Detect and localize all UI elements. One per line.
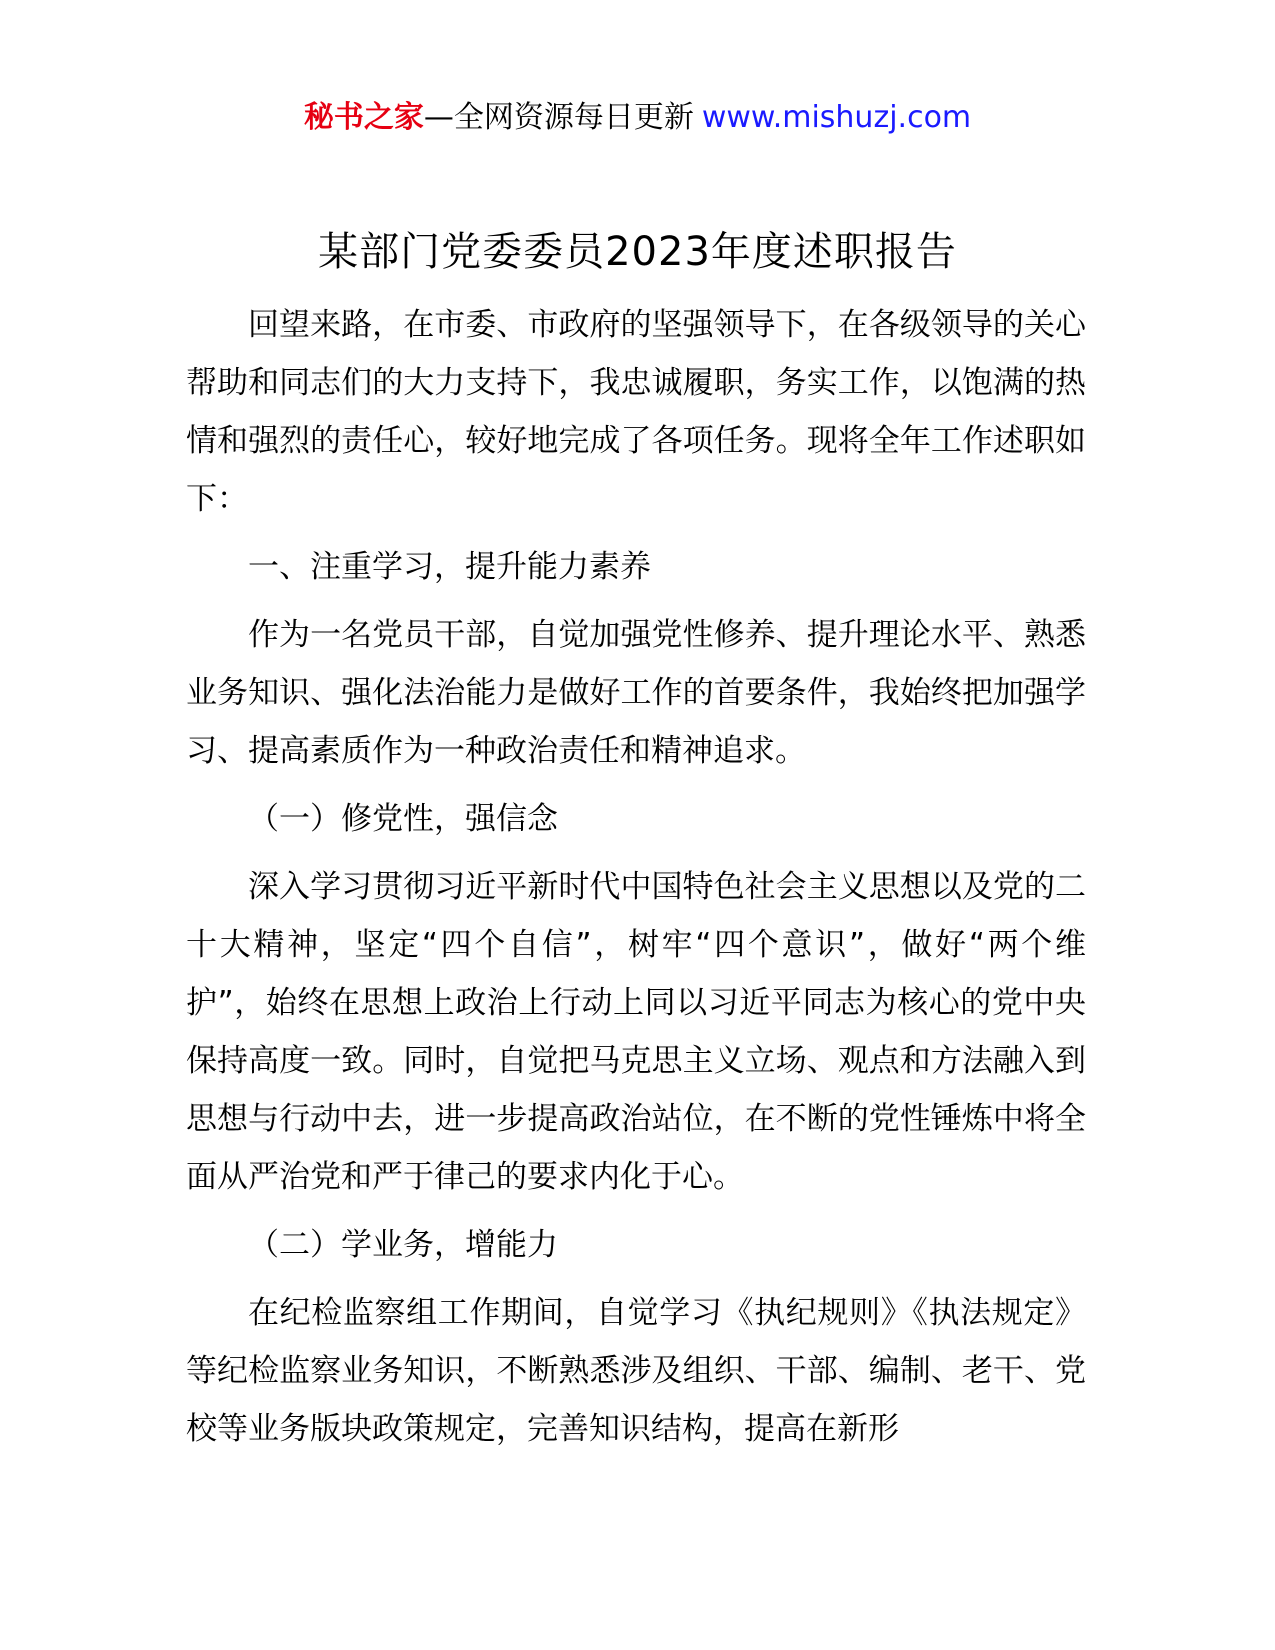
paragraph-intro: 回望来路，在市委、市政府的坚强领导下，在各级领导的关心帮助和同志们的大力支持下，我忠诚履职，务实工作，以饱满的热情和强烈的责任心，较好地完成了各项任务。现将全年工作述职如下： (186, 307, 1086, 517)
brand-name: 秘书之家 (303, 100, 424, 135)
paragraph-subsection-1: 深入学习贯彻习近平新时代中国特色社会主义思想以及党的二十大精神，坚定“四个自信”，树牢“四个意识”，做好“两个维护”，始终在思想上政治上行动上同以习近平同志为核心的党中央保持高度一致。同时，自觉把马克思主义立场、观点和方法融入到思想与行动中去，进一步提高政治站位，在不断的党性锤炼中将全面从严治党和严于律己的要求内化于心。 (186, 869, 1086, 1195)
paragraph-subsection-2: 在纪检监察组工作期间，自觉学习《执纪规则》《执法规定》等纪检监察业务知识，不断熟悉涉及组织、干部、编制、老干、党校等业务版块政策规定，完善知识结构，提高在新形 (186, 1295, 1086, 1447)
document-title: 某部门党委委员2023年度述职报告 (318, 229, 957, 275)
site-tagline: —全网资源每日更新 (423, 100, 694, 135)
site-url-link[interactable]: www.mishuzj.com (701, 100, 972, 135)
section-heading-1: 一、注重学习，提升能力素养 (248, 549, 651, 585)
paragraph-section-1: 作为一名党员干部，自觉加强党性修养、提升理论水平、熟悉业务知识、强化法治能力是做好工作的首要条件，我始终把加强学习、提高素质作为一种政治责任和精神追求。 (186, 617, 1086, 769)
subsection-heading-2: （二）学业务，增能力 (248, 1227, 558, 1263)
document-body (186, 296, 1086, 1468)
site-header (0, 98, 1275, 138)
subsection-heading-1: （一）修党性，强信念 (248, 801, 558, 837)
